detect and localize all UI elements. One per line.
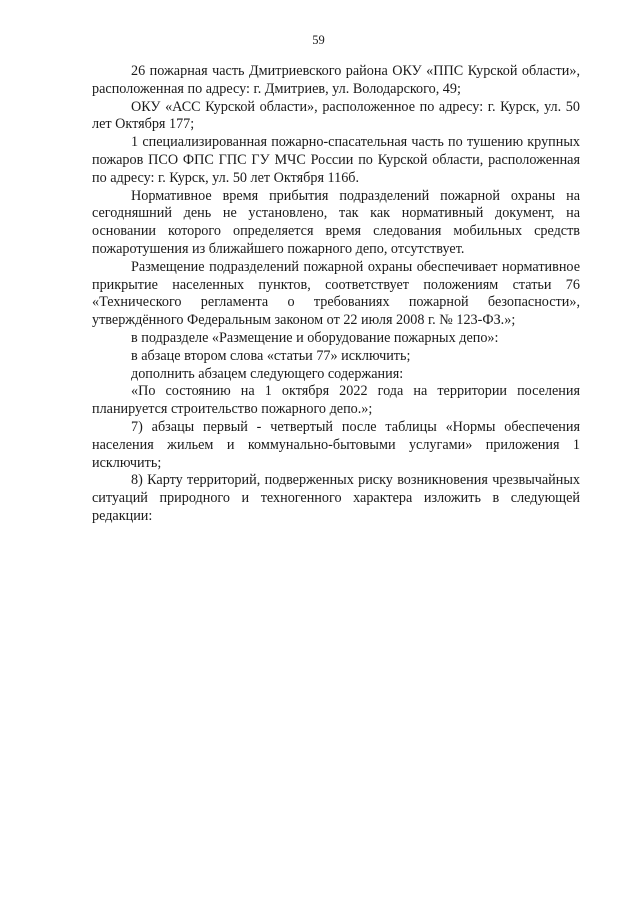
paragraph-oku-ass: ОКУ «АСС Курской области», расположенное по адресу: г. Курск, ул. 50 лет Октября 177; (92, 98, 580, 133)
paragraph-exclude-words: в абзаце втором слова «статьи 77» исключить; (131, 347, 411, 364)
paragraph-construction-plan: «По состоянию на 1 октября 2022 года на территории поселения планируется строительство пожарного депо.»; (92, 383, 580, 418)
paragraph-item-7: 7) абзацы первый - четвертый после таблицы «Нормы обеспечения населения жильем и коммунально-бытовыми услугами» приложения 1 исключить; (92, 418, 580, 471)
paragraph-item-8: 8) Карту территорий, подверженных риску возникновения чрезвычайных ситуаций природного и техногенного характера изложить в следующей редакции: (92, 472, 580, 524)
paragraph-arrival-time: Нормативное время прибытия подразделений пожарной охраны на сегодняшний день не установлено, так как нормативный документ, на основании которого определяется время следования мобильных средств пожаротушения из ближайшего пожарного депо, отсутствует. (92, 187, 580, 257)
paragraph-fire-station-26: 26 пожарная часть Дмитриевского района ОКУ «ППС Курской области», расположенная по адресу: г. Дмитриев, ул. Володарского, 49; (92, 63, 580, 97)
paragraph-placement: Размещение подразделений пожарной охраны обеспечивает нормативное прикрытие населенных пунктов, соответствует положениям статьи 76 «Технического регламента о требованиях пожарной безопасности», утверждённого Федеральным законом от 22 июля 2008 г. № 123-ФЗ.»; (92, 258, 580, 329)
document-body (92, 63, 580, 526)
paragraph-specialized-unit: 1 специализированная пожарно-спасательная часть по тушению крупных пожаров ПСО ФПС ГПС ГУ МЧС России по Курской области, расположенная по адресу: г. Курск, ул. 50 лет Октября 116б. (92, 134, 580, 186)
paragraph-subsection: в подразделе «Размещение и оборудование пожарных депо»: (131, 329, 499, 346)
paragraph-add-clause: дополнить абзацем следующего содержания: (131, 365, 404, 382)
page-number: 59 (312, 33, 325, 47)
